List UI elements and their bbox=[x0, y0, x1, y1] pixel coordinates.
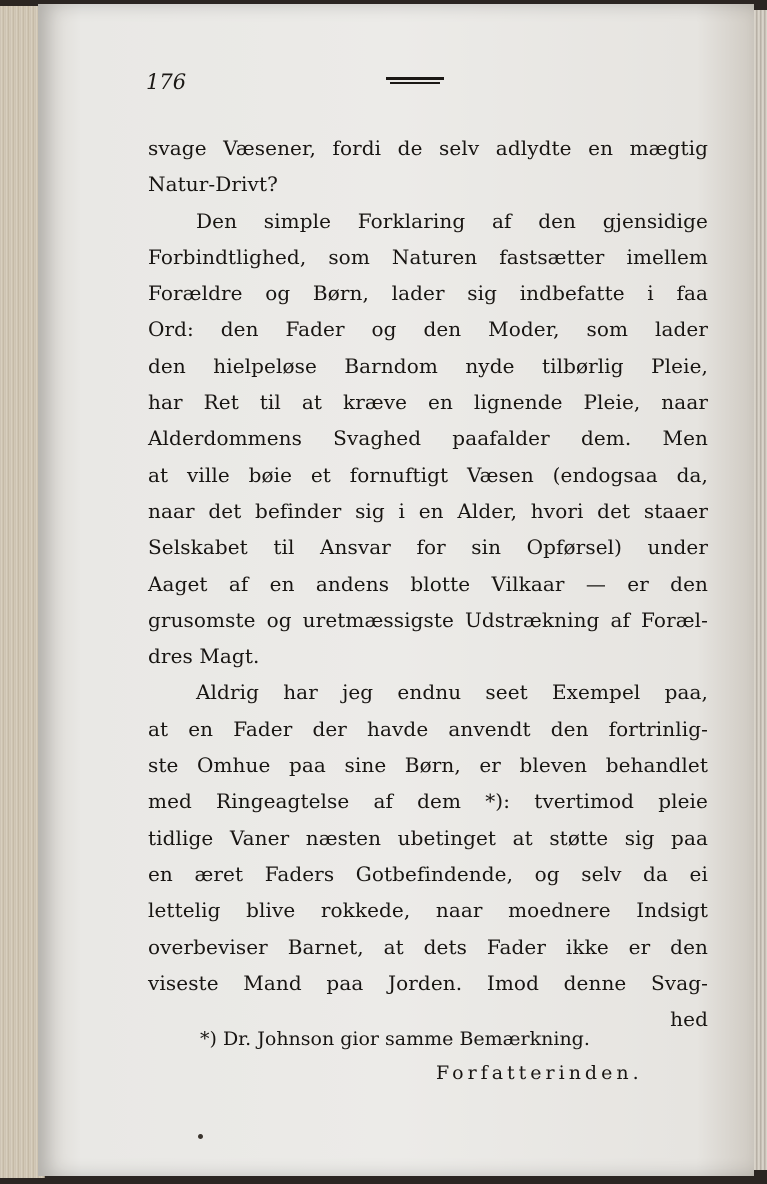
text-line: Forbindtlighed, som Naturen fastsætter imellem bbox=[148, 244, 708, 269]
text-line: svage Væsener, fordi de selv adlydte en mægtig bbox=[148, 136, 708, 160]
text-line: at ville bøie et fornuftigt Væsen (endogsaa da, bbox=[148, 462, 708, 487]
text-line: Natur-Drivt? bbox=[148, 172, 278, 197]
body-text bbox=[148, 130, 708, 1037]
text-line: Aaget af en andens blotte Vilkaar — er den bbox=[148, 571, 708, 596]
text-line: Den simple Forklaring af den gjensidige bbox=[196, 208, 708, 233]
text-line: en æret Faders Gotbefindende, og selv da ei bbox=[148, 861, 708, 886]
catchword: hed bbox=[670, 1007, 708, 1032]
footnote: *) Dr. Johnson gior samme Bemærkning. bbox=[200, 1028, 590, 1050]
text-line: Ord: den Fader og den Moder, som lader bbox=[148, 317, 708, 342]
text-line: naar det befinder sig i en Alder, hvori det staaer bbox=[148, 498, 708, 523]
text-line: ste Omhue paa sine Børn, er bleven behandlet bbox=[148, 753, 708, 778]
text-line: Forældre og Børn, lader sig indbefatte i faa bbox=[148, 281, 708, 306]
signature: Forfatterinden. bbox=[436, 1062, 643, 1084]
text-line: med Ringeagtelse af dem *): tvertimod pleie bbox=[148, 789, 708, 814]
text-line: den hielpeløse Barndom nyde tilbørlig Pleie, bbox=[148, 353, 708, 378]
text-line: grusomste og uretmæssigste Udstrækning af Foræl- bbox=[148, 607, 708, 632]
text-line: lettelig blive rokkede, naar moednere Indsigt bbox=[148, 898, 708, 923]
text-line: tidlige Vaner næsten ubetinget at støtte sig paa bbox=[148, 825, 708, 850]
text-line: at en Fader der havde anvendt den fortrinlig- bbox=[148, 716, 708, 741]
text-line: overbeviser Barnet, at dets Fader ikke er den bbox=[148, 934, 708, 959]
text-line: Alderdommens Svaghed paafalder dem. Men bbox=[148, 426, 708, 451]
text-line: har Ret til at kræve en lignende Pleie, naar bbox=[148, 390, 708, 415]
text-line: dres Magt. bbox=[148, 644, 260, 669]
header-ornament bbox=[386, 76, 444, 86]
text-line: viseste Mand paa Jorden. Imod denne Svag- bbox=[148, 970, 708, 995]
text-line: Selskabet til Ansvar for sin Opførsel) under bbox=[148, 535, 708, 560]
ink-dot bbox=[198, 1134, 203, 1139]
page-number: 176 bbox=[146, 70, 187, 94]
text-line: Aldrig har jeg endnu seet Exempel paa, bbox=[196, 680, 708, 705]
page-header bbox=[146, 70, 606, 100]
